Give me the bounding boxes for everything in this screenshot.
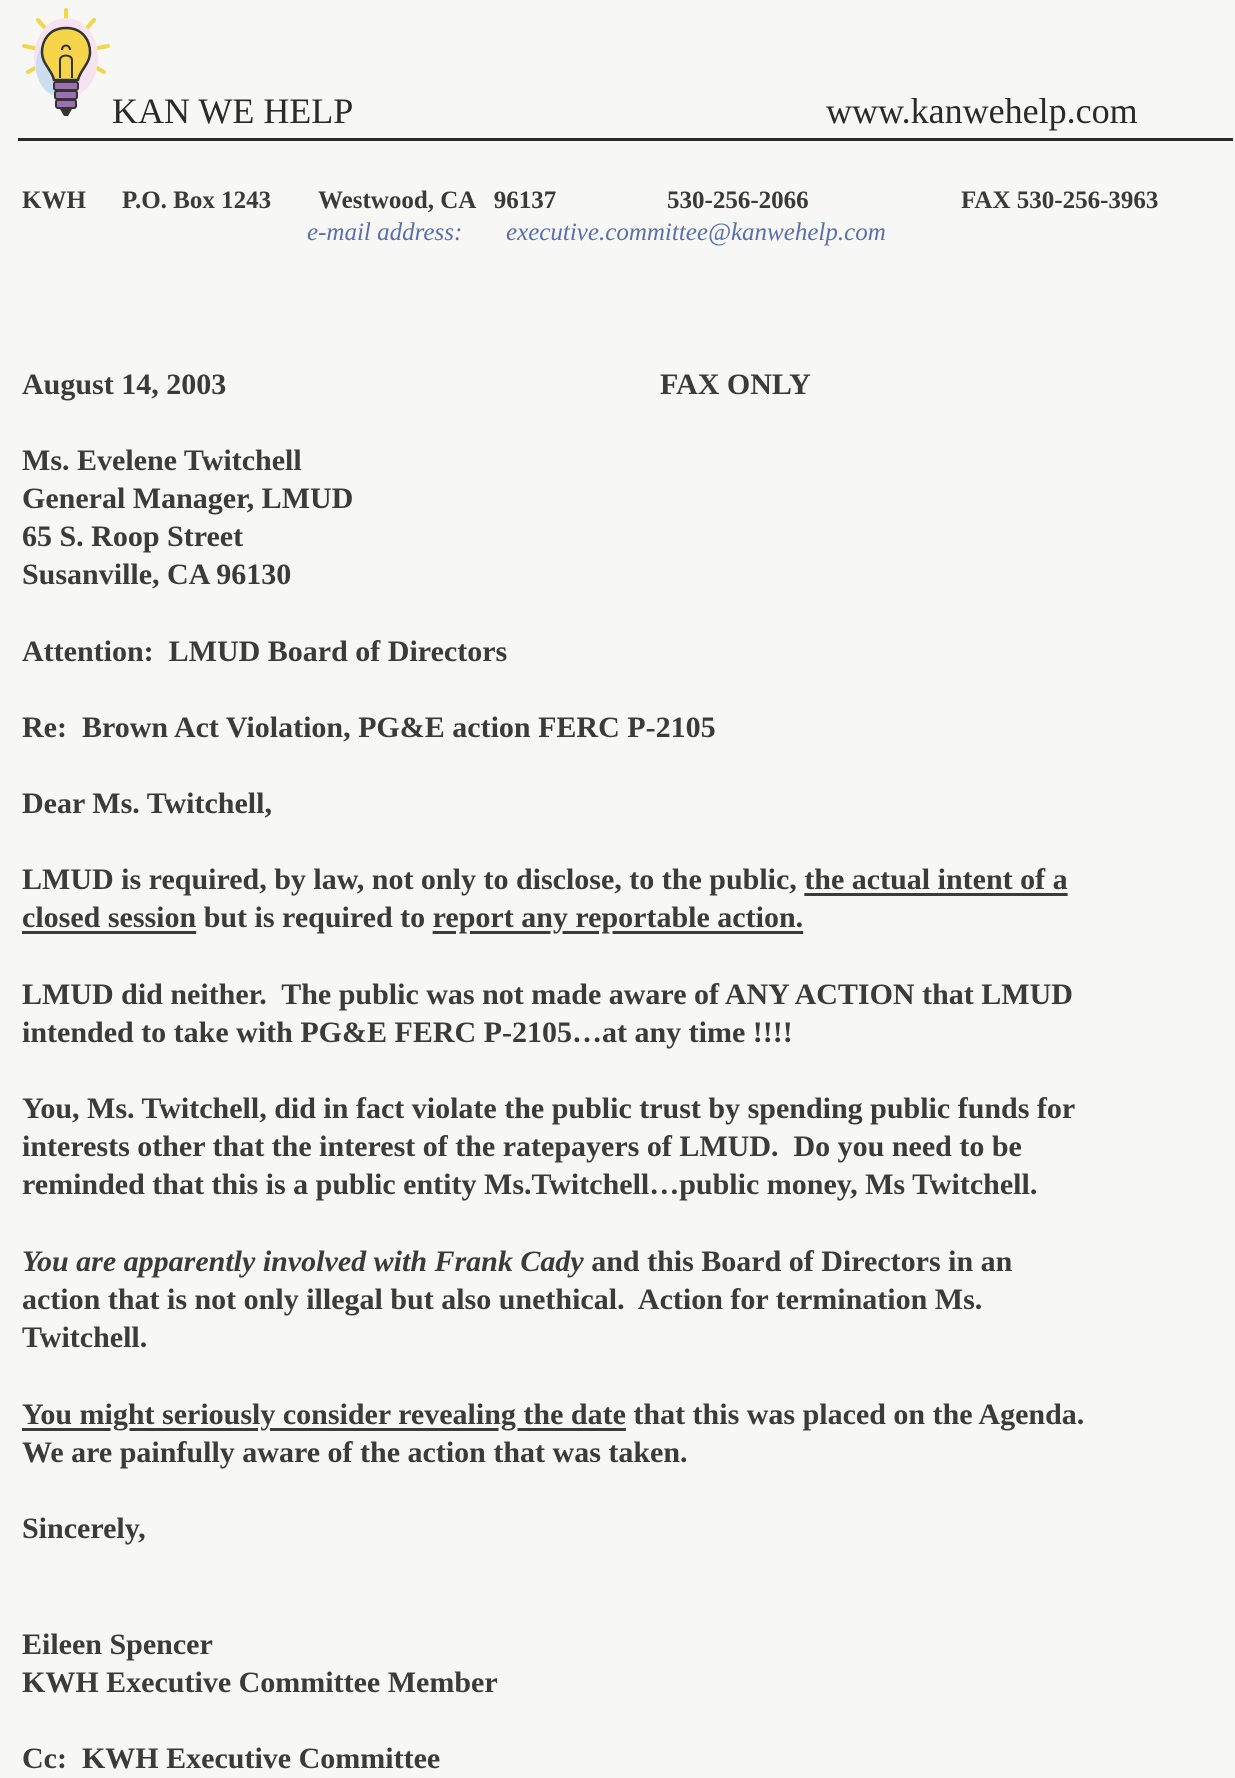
letter-date: August 14, 2003 — [22, 368, 227, 401]
email-label: e-mail address: — [307, 219, 463, 246]
text: that this was placed on the Agenda. — [625, 1398, 1085, 1431]
lightbulb-icon — [18, 6, 114, 124]
paragraph-2 — [22, 976, 1222, 1052]
recipient-line: General Manager, LMUD — [22, 482, 354, 515]
text: interests other that the interest of the ratepayers of LMUD. Do you need to be — [22, 1130, 1022, 1163]
org-name: KAN WE HELP — [112, 91, 354, 131]
text: reminded that this is a public entity Ms.Twitchell…public money, Ms Twitchell. — [22, 1168, 1038, 1201]
recipient-line: Ms. Evelene Twitchell — [22, 444, 302, 477]
text: but is required to — [196, 901, 433, 934]
text: LMUD did neither. The public was not made aware of ANY ACTION that LMUD — [22, 978, 1073, 1011]
contact-fax: FAX 530-256-3963 — [961, 187, 1159, 214]
website-link[interactable]: www.kanwehelp.com — [826, 91, 1138, 131]
paragraph-1 — [22, 861, 1222, 937]
email-link[interactable]: executive.committee@kanwehelp.com — [506, 219, 886, 246]
paragraph-5 — [22, 1396, 1222, 1472]
closing: Sincerely, — [22, 1512, 146, 1545]
recipient-line: Susanville, CA 96130 — [22, 558, 292, 591]
text: Twitchell. — [22, 1321, 148, 1354]
text: We are painfully aware of the action that was taken. — [22, 1436, 688, 1469]
recipient-address — [22, 442, 353, 594]
signature-block — [22, 1626, 498, 1702]
signer-title: KWH Executive Committee Member — [22, 1666, 498, 1699]
underlined-text: closed session — [22, 901, 197, 934]
contact-phone: 530-256-2066 — [667, 187, 809, 214]
underlined-text: the actual intent of a — [804, 863, 1068, 896]
salutation: Dear Ms. Twitchell, — [22, 787, 272, 820]
attention-line: Attention: LMUD Board of Directors — [22, 635, 508, 668]
contact-abbr: KWH — [22, 187, 86, 214]
text: LMUD is required, by law, not only to disclose, to the public, — [22, 863, 805, 896]
underlined-text: You might seriously consider revealing the date — [22, 1398, 626, 1431]
letterhead-divider — [18, 138, 1233, 141]
underlined-text: report any reportable action. — [432, 901, 804, 934]
signer-name: Eileen Spencer — [22, 1628, 213, 1661]
text: intended to take with PG&E FERC P-2105…at any time !!!! — [22, 1016, 793, 1049]
contact-po-box: P.O. Box 1243 — [122, 187, 272, 214]
text: action that is not only illegal but also unethical. Action for termination Ms. — [22, 1283, 983, 1316]
subject-line: Re: Brown Act Violation, PG&E action FERC P-2105 — [22, 711, 716, 744]
italic-text: You are apparently involved with Frank Cady — [22, 1245, 584, 1278]
contact-city: Westwood, CA 96137 — [318, 187, 557, 214]
cc-line: Cc: KWH Executive Committee — [22, 1742, 441, 1775]
paragraph-3 — [22, 1090, 1222, 1204]
paragraph-4 — [22, 1243, 1222, 1357]
recipient-line: 65 S. Roop Street — [22, 520, 244, 553]
text: and this Board of Directors in an — [583, 1245, 1013, 1278]
delivery-method: FAX ONLY — [660, 368, 811, 401]
text: You, Ms. Twitchell, did in fact violate the public trust by spending public funds for — [22, 1092, 1076, 1125]
